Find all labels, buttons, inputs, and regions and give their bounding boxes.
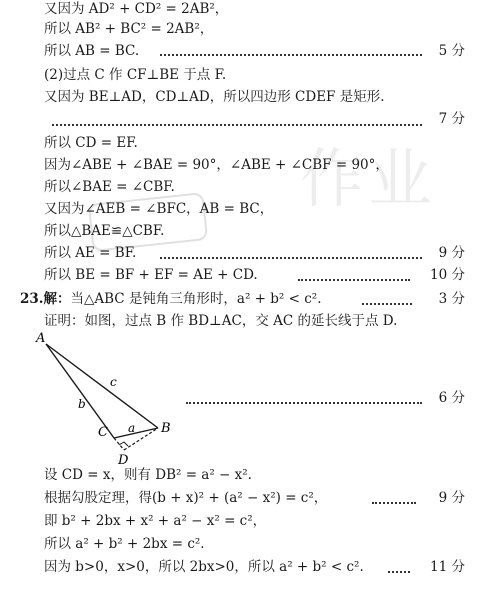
label-c: c (110, 375, 117, 389)
watermark: 作业 (300, 143, 436, 217)
score-9: 9 分 (438, 245, 465, 261)
line-17: 即 b² + 2bx + x² + a² − x² = c²， (44, 513, 267, 529)
score-7: 7 分 (438, 111, 465, 127)
line-15: 设 CD = x，则有 DB² = a² − x². (44, 467, 252, 483)
problem-label: 解： (43, 291, 71, 307)
line-5: 又因为 BE⊥AD，CD⊥AD，所以四边形 CDEF 是矩形. (44, 89, 385, 105)
line-10: 所以△BAE≌△CBF. (44, 223, 165, 239)
score-10: 10 分 (430, 267, 465, 283)
problem-23-heading (20, 290, 322, 308)
dot-leader (160, 52, 422, 56)
dot-leader (372, 500, 416, 504)
dot-leader (186, 400, 422, 404)
score-6: 6 分 (438, 390, 465, 406)
problem-number: 23. (20, 291, 44, 307)
label-b: b (78, 397, 86, 411)
line-1: 又因为 AD² + CD² = 2AB²， (44, 1, 229, 17)
line-12: 所以 BE = BF + EF = AE + CD. (44, 267, 258, 283)
dot-leader (52, 122, 422, 126)
line-11: 所以 AE = BF. (44, 245, 137, 261)
line-7: 因为∠ABE + ∠BAE = 90°，∠ABE + ∠CBF = 90°， (44, 157, 389, 173)
line-6: 所以 CD = EF. (44, 135, 138, 151)
dot-leader (160, 255, 422, 259)
label-A: A (36, 331, 46, 346)
side-b (46, 344, 114, 438)
side-a (114, 428, 158, 438)
line-19: 因为 b>0，x>0，所以 2bx>0，所以 a² + b² < c². (44, 559, 364, 575)
label-D: D (118, 453, 129, 465)
score-5: 5 分 (438, 43, 465, 59)
dot-leader (388, 569, 410, 573)
line-9: 又因为∠AEB = ∠BFC，AB = BC， (44, 201, 274, 217)
score-3: 3 分 (438, 291, 465, 307)
dot-leader (362, 301, 412, 305)
line-16: 根据勾股定理，得(b + x)² + (a² − x²) = c²， (44, 490, 328, 506)
score-11: 11 分 (430, 559, 465, 575)
line-13: 当△ABC 是钝角三角形时，a² + b² < c². (70, 291, 322, 307)
triangle-figure (28, 330, 178, 465)
label-a: a (128, 421, 136, 435)
extension-cd (114, 438, 124, 450)
line-14: 证明：如图，过点 B 作 BD⊥AC，交 AC 的延长线于点 D. (44, 313, 398, 329)
line-4: (2)过点 C 作 CF⊥BE 于点 F. (44, 67, 227, 83)
right-angle-mark (119, 442, 128, 446)
line-3: 所以 AB = BC. (44, 43, 140, 59)
dot-leader (298, 277, 410, 281)
score-9b: 9 分 (438, 490, 465, 506)
label-B: B (161, 421, 171, 436)
line-2: 所以 AB² + BC² = 2AB²， (44, 21, 214, 37)
line-8: 所以∠BAE = ∠CBF. (44, 179, 175, 195)
line-18: 所以 a² + b² + 2bx = c². (44, 536, 205, 552)
side-c (46, 344, 158, 428)
label-C: C (98, 425, 108, 440)
